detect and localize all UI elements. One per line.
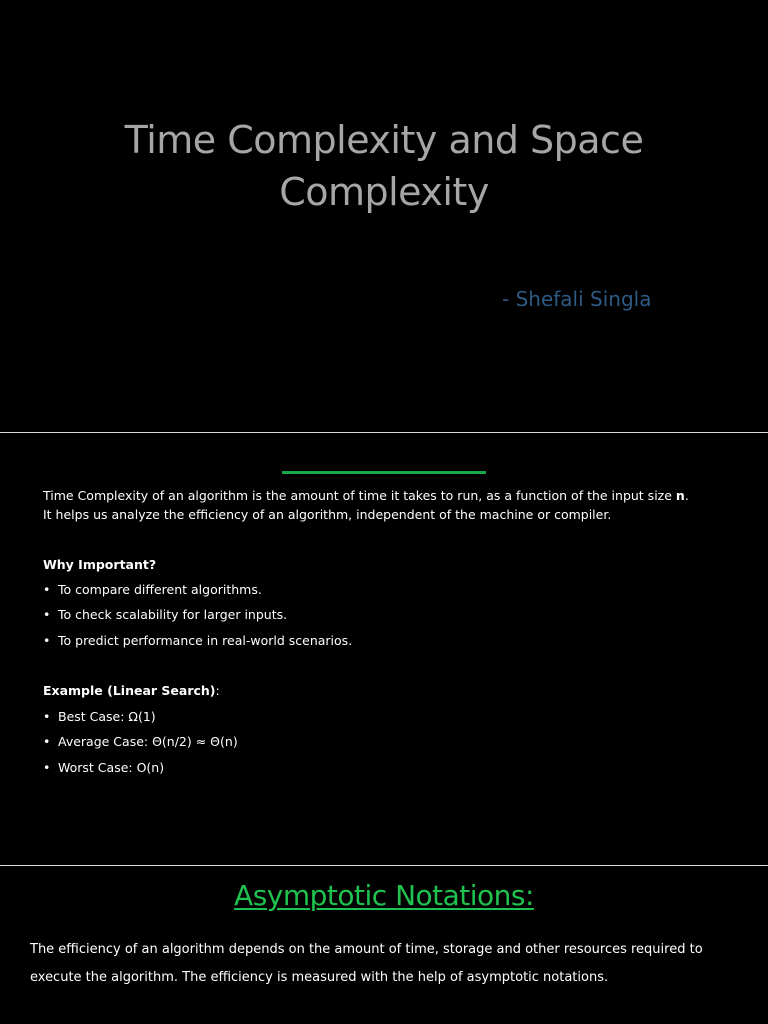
list-item bbox=[43, 707, 156, 726]
intro-line-1 bbox=[43, 486, 689, 505]
slide-title bbox=[60, 114, 708, 218]
list-item bbox=[43, 580, 262, 599]
heading-underline-rule bbox=[282, 471, 486, 474]
intro-line-2: It helps us analyze the efficiency of an algorithm, independent of the machine or compiler. bbox=[43, 507, 612, 522]
example-heading-row bbox=[43, 681, 220, 700]
author-name: - Shefali Singla bbox=[502, 287, 652, 311]
bullet-icon: • bbox=[43, 582, 51, 597]
example-heading: Example (Linear Search) bbox=[43, 683, 216, 698]
asymptotic-notations-slide bbox=[0, 866, 768, 1024]
list-item-text: To predict performance in real-world scenarios. bbox=[58, 633, 353, 648]
slide-title-line-2: Complexity bbox=[279, 170, 489, 214]
intro-variable-n: n bbox=[675, 488, 685, 503]
intro-period: . bbox=[684, 488, 689, 503]
list-item-text: Worst Case: O(n) bbox=[58, 760, 165, 775]
bullet-icon: • bbox=[43, 734, 51, 749]
time-complexity-slide bbox=[0, 433, 768, 865]
body-paragraph: The efficiency of an algorithm depends on the amount of time, storage and other resources required to execute the algorithm. The efficiency is measured with the help of asymptotic notations. bbox=[30, 942, 703, 985]
list-item-text: To compare different algorithms. bbox=[58, 582, 262, 597]
list-item-text: To check scalability for larger inputs. bbox=[58, 607, 288, 622]
bullet-icon: • bbox=[43, 709, 51, 724]
list-item-text: Average Case: Θ(n/2) ≈ Θ(n) bbox=[58, 734, 238, 749]
bullet-icon: • bbox=[43, 607, 51, 622]
title-slide bbox=[0, 0, 768, 432]
example-heading-colon: : bbox=[215, 683, 220, 698]
slide-title-line-1: Time Complexity and Space bbox=[124, 118, 644, 162]
section-heading: Asymptotic Notations: bbox=[234, 879, 534, 912]
list-item-text: Best Case: Ω(1) bbox=[58, 709, 156, 724]
intro-text: Time Complexity of an algorithm is the amount of time it takes to run, as a function of the input size bbox=[43, 488, 676, 503]
bullet-icon: • bbox=[43, 633, 51, 648]
why-important-heading: Why Important? bbox=[43, 557, 157, 572]
list-item bbox=[43, 732, 238, 751]
list-item bbox=[43, 605, 287, 624]
bullet-icon: • bbox=[43, 760, 51, 775]
list-item bbox=[43, 631, 352, 650]
list-item bbox=[43, 758, 164, 777]
